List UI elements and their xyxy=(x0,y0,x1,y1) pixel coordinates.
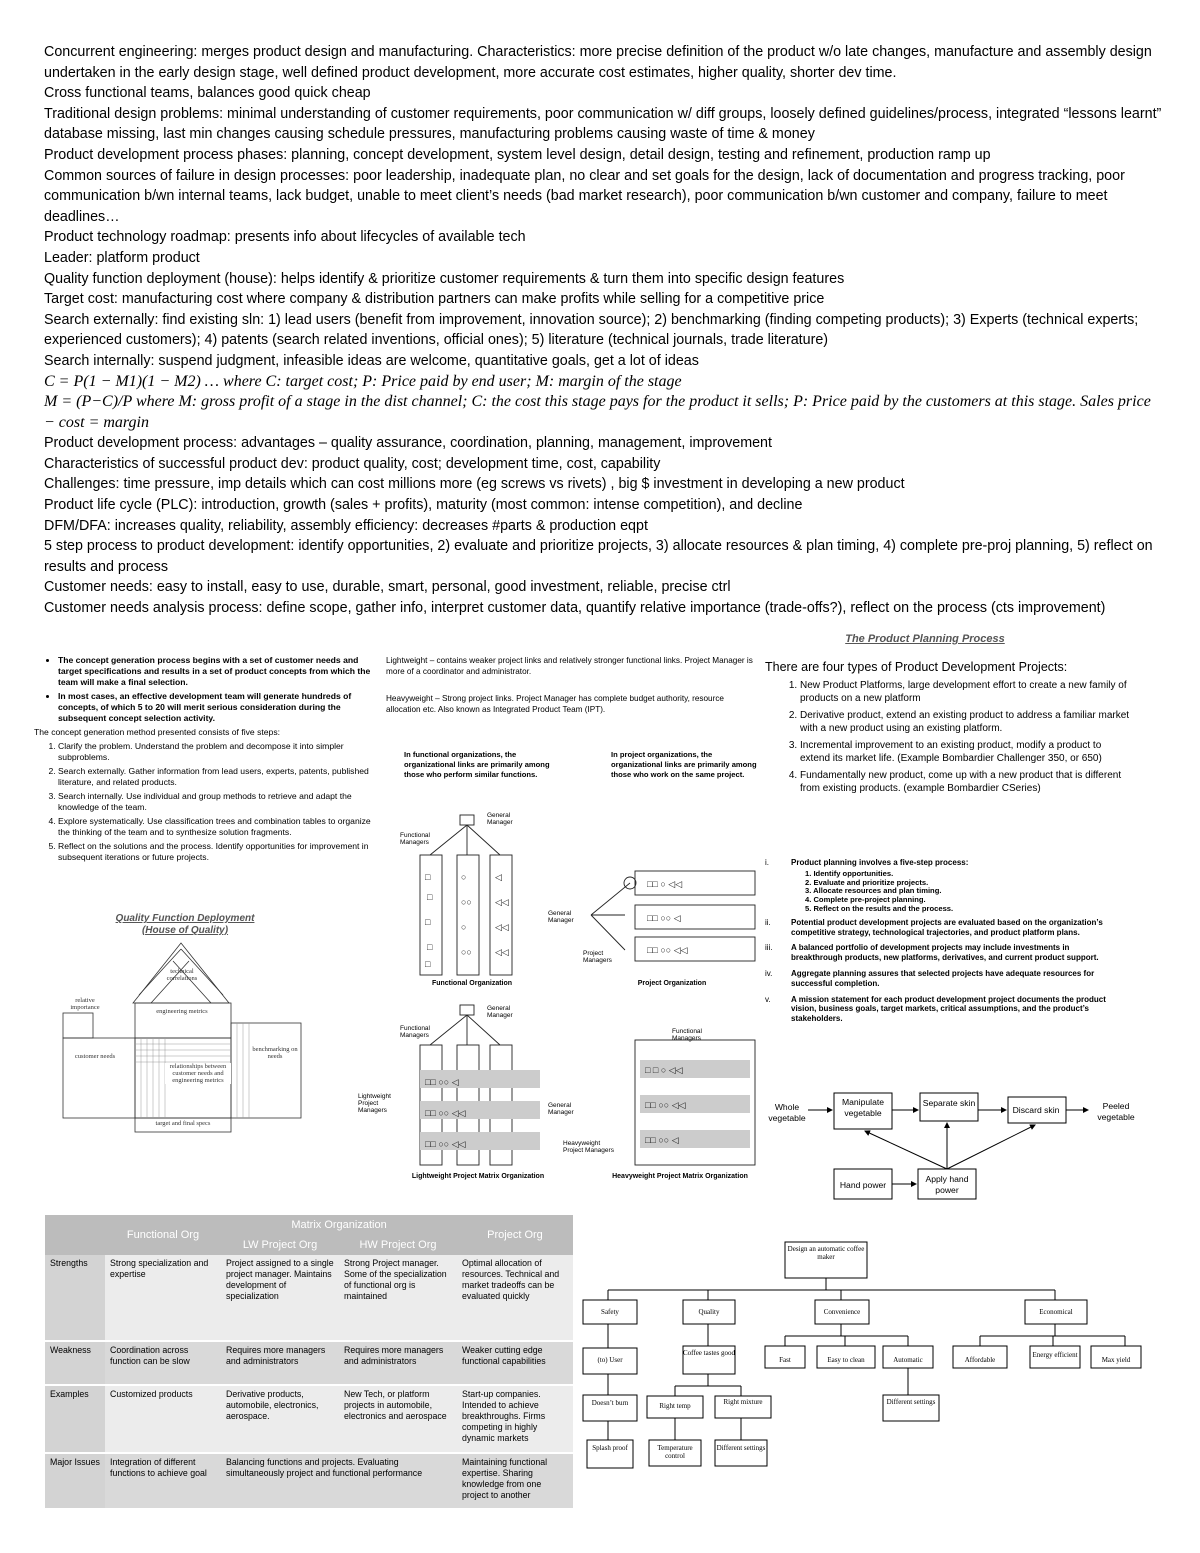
svg-text:◁◁: ◁◁ xyxy=(495,922,509,932)
qfd-title: Quality Function Deployment xyxy=(115,913,255,924)
roman-numeral: i. xyxy=(765,858,769,867)
th-hw: HW Project Org xyxy=(339,1235,457,1255)
gm-label-4: General Manager xyxy=(548,1102,574,1116)
functional-org-note: In functional organizations, the organizational links are primarily among those who perform similar functions. xyxy=(404,750,550,779)
svg-text:□□ ○○ ◁◁: □□ ○○ ◁◁ xyxy=(425,1139,466,1149)
roman-numeral: v. xyxy=(765,994,771,1004)
gm-label: General Manager xyxy=(487,812,513,826)
project-types-list xyxy=(770,680,1130,798)
house-of-quality-diagram xyxy=(55,913,315,1143)
svg-text:□□ ○○ ◁: □□ ○○ ◁ xyxy=(645,1135,679,1145)
heavyweight-desc: Heavyweight – Strong project links. Project Manager has complete budget authority, resource allocation etc. Also known as Integrated Product Team (IPT). xyxy=(386,694,724,714)
tree-root: Design an automatic coffee maker xyxy=(787,1245,865,1261)
target-cost-formula: C = P(1 − M1)(1 − M2) … where C: target cost; P: Price paid by end user; M: margin of the stage xyxy=(44,372,682,390)
qfd-cust-label: customer needs xyxy=(74,1053,116,1060)
hw-org-caption: Heavyweight Project Matrix Organization xyxy=(612,1173,748,1180)
qfd-tech-label: technical correlations xyxy=(166,968,198,982)
concept-step: 4. Explore systematically. Use classification trees and combination tables to organize the thinking of the team and to synthesize solution fragments. xyxy=(58,816,380,838)
tree-quality: Quality xyxy=(698,1308,720,1316)
qfd-target-label: target and final specs xyxy=(155,1120,211,1127)
tree-different-settings: Different settings xyxy=(886,1398,936,1406)
roman-numeral: ii. xyxy=(765,917,771,927)
planning-points xyxy=(765,858,1110,1024)
svg-text:◁◁: ◁◁ xyxy=(495,897,509,907)
five-step-item: 3. Allocate resources and plan timing. xyxy=(805,886,942,896)
project-type-item: 4. Fundamentally new product, come up with a new product that is different from existing products. (example Bombardier CSeries) xyxy=(800,770,1130,795)
th-matrix: Matrix Organization xyxy=(221,1215,457,1235)
svg-text:□: □ xyxy=(425,917,431,927)
org-comparison-table xyxy=(45,1215,573,1510)
svg-text:□: □ xyxy=(427,942,433,952)
table-cell: Start-up companies. Intended to achieve breakthroughs. Firms competing in highly dynamic markets xyxy=(457,1385,573,1453)
row-header: Weakness xyxy=(45,1341,105,1385)
ppp-heading: There are four types of Product Development Projects: xyxy=(765,660,1068,674)
svg-text:□□ ○○ ◁◁: □□ ○○ ◁◁ xyxy=(647,945,688,955)
tree-right-mixture: Right mixture xyxy=(723,1398,763,1406)
svg-text:○○: ○○ xyxy=(461,947,472,957)
table-row xyxy=(45,1341,573,1385)
table-cell: Coordination across function can be slow xyxy=(105,1341,221,1385)
tree-user: (to) User xyxy=(597,1356,623,1364)
note-line: Customer needs analysis process: define scope, gather info, interpret customer data, quantify relative importance (trade-offs?), reflect on the process (cts improvement) xyxy=(44,600,1106,617)
fm-label: Functional Managers xyxy=(400,832,430,846)
concept-step: 3. Search internally. Use individual and group methods to retrieve and adapt the knowledge of the team. xyxy=(58,791,380,813)
svg-text:□ □ ○ ◁◁: □ □ ○ ◁◁ xyxy=(645,1065,683,1075)
note-line: Leader: platform product xyxy=(44,249,200,266)
qfd-relationship-label: relationships between customer needs and engineering metrics xyxy=(165,1063,231,1084)
note-line: Customer needs: easy to install, easy to use, durable, smart, personal, good investment, reliable, precise ctrl xyxy=(44,579,731,596)
svg-text:◁: ◁ xyxy=(495,872,502,882)
svg-text:□□ ○○ ◁◁: □□ ○○ ◁◁ xyxy=(425,1108,466,1118)
project-type-item: 1. New Product Platforms, large development effort to create a new family of products on a new platform xyxy=(800,680,1130,705)
tree-right-temp: Right temp xyxy=(659,1402,691,1410)
tree-affordable: Affordable xyxy=(964,1356,996,1364)
qfd-eng-label: engineering metrics xyxy=(156,1008,208,1015)
note-line: Target cost: manufacturing cost where company & distribution partners can make profits while selling for a competitive price xyxy=(44,291,825,308)
concept-step: 2. Search externally. Gather information from lead users, experts, patents, published literature, and related products. xyxy=(58,766,380,788)
fm-label-2: Functional Managers xyxy=(400,1025,430,1039)
th-project: Project Org xyxy=(457,1215,573,1255)
flow-peeled: Peeled vegetable xyxy=(1097,1101,1135,1122)
flow-manipulate: Manipulate vegetable xyxy=(841,1097,885,1118)
svg-text:○○: ○○ xyxy=(461,897,472,907)
qfd-rel-label: relative importance xyxy=(70,997,100,1011)
tree-coffee: Coffee tastes good xyxy=(683,1349,735,1357)
note-line: Concurrent engineering: merges product design and manufacturing. Characteristics: more precise definition of the product w/o late changes, manufacture and assembly design undertaken in the early design stage, well defined product development, more accurate cost estimates, higher quality, shorter dev time. xyxy=(44,44,1152,81)
flow-separate: Separate skin xyxy=(922,1098,976,1108)
note-line: Traditional design problems: minimal understanding of customer requirements, poor communication w/ diff groups, loosely defined guidelines/process, integrated “lessons learnt” database missing, last min changes causing schedule pressures, manufacturing problems causing waste of time & money xyxy=(44,105,1162,143)
tree-convenience: Convenience xyxy=(823,1308,861,1316)
tree-fast: Fast xyxy=(779,1356,791,1364)
planning-point: Potential product development projects are evaluated based on the organization’s competitive strategy, technological trajectories, and product platform plans. xyxy=(791,917,1103,937)
note-line: Search internally: suspend judgment, infeasible ideas are welcome, quantitative goals, get a lot of ideas xyxy=(44,352,699,369)
svg-text:□: □ xyxy=(425,872,431,882)
hwpm-label: Heavyweight Project Managers xyxy=(563,1140,614,1154)
svg-text:□□ ○○ ◁: □□ ○○ ◁ xyxy=(647,913,681,923)
table-corner xyxy=(45,1215,105,1255)
note-line: Search externally: find existing sln: 1) lead users (benefit from improvement, innovation source); 2) benchmarking (finding competing products); 3) Experts (technical experts; experienced customers); 4) patents (search related inventions, official ones); 5) literature (technical journals, trade literature) xyxy=(44,311,1139,349)
gm-label-2: General Manager xyxy=(548,910,574,924)
table-cell: New Tech, or platform projects in automobile, electronics and aerospace xyxy=(339,1385,457,1453)
tree-temp-control: Temperature control xyxy=(657,1444,693,1460)
row-header: Major Issues xyxy=(45,1453,105,1509)
note-line: Product development process: advantages – quality assurance, coordination, planning, management, improvement xyxy=(44,435,772,452)
planning-point: A balanced portfolio of development projects may include investments in breakthrough products, new platforms, derivatives, and current product support. xyxy=(791,943,1099,963)
table-cell: Strong specialization and expertise xyxy=(105,1255,221,1341)
tree-energy: Energy efficient xyxy=(1032,1351,1078,1359)
notes-section xyxy=(44,42,1164,619)
five-step-item: 4. Complete pre-project planning. xyxy=(805,895,926,905)
note-line: Product technology roadmap: presents info about lifecycles of available tech xyxy=(44,229,526,246)
tree-economical: Economical xyxy=(1039,1308,1073,1316)
roman-numeral: iv. xyxy=(765,968,773,978)
flow-whole-vegetable: Whole vegetable xyxy=(768,1102,806,1123)
project-type-item: 2. Derivative product, extend an existing product to address a familiar market with a new product using an existing platform. xyxy=(800,710,1130,735)
table-row xyxy=(45,1255,573,1341)
table-cell: Requires more managers and administrators xyxy=(339,1341,457,1385)
flow-discard: Discard skin xyxy=(1012,1105,1060,1115)
org-types-text xyxy=(386,655,756,715)
table-cell: Derivative products, automobile, electronics, aerospace. xyxy=(221,1385,339,1453)
tree-splash: Splash proof xyxy=(592,1444,628,1452)
table-cell: Weaker cutting edge functional capabilities xyxy=(457,1341,573,1385)
table-cell: Integration of different functions to achieve goal xyxy=(105,1453,221,1509)
table-cell: Balancing functions and projects. Evaluating simultaneously project and functional performance xyxy=(221,1453,457,1509)
roman-numeral: iii. xyxy=(765,943,773,953)
table-cell: Customized products xyxy=(105,1385,221,1453)
qfd-bench-label: benchmarking on needs xyxy=(250,1046,300,1060)
functional-org-caption: Functional Organization xyxy=(431,980,513,987)
tree-different-settings-2: Different settings xyxy=(716,1444,766,1452)
svg-text:□: □ xyxy=(427,892,433,902)
row-header: Examples xyxy=(45,1385,105,1453)
pm-label: Project Managers xyxy=(583,950,612,964)
five-step-item: 1. Identify opportunities. xyxy=(805,868,894,878)
concept-bullet: • In most cases, an effective development team will generate hundreds of concepts, of which 5 to 20 will merit serious consideration during the subsequent concept selection activity. xyxy=(58,691,380,724)
ppp-title: The Product Planning Process xyxy=(845,633,1005,645)
table-cell: Maintaining functional expertise. Sharing knowledge from one project to another xyxy=(457,1453,573,1509)
th-lw: LW Project Org xyxy=(221,1235,339,1255)
flow-apply-hand-power: Apply hand power xyxy=(925,1174,969,1195)
note-line: Characteristics of successful product dev: product quality, cost; development time, cost, capability xyxy=(44,455,661,472)
svg-text:○: ○ xyxy=(461,872,467,882)
row-header: Strengths xyxy=(45,1255,105,1341)
table-cell: Optimal allocation of resources. Technical and market tradeoffs can be evaluated quickly xyxy=(457,1255,573,1341)
table-row xyxy=(45,1453,573,1509)
note-line: Product life cycle (PLC): introduction, growth (sales + profits), maturity (most common: intense competition), and decline xyxy=(44,497,803,514)
th-functional: Functional Org xyxy=(105,1215,221,1255)
tree-burn: Doesn’t burn xyxy=(591,1399,629,1407)
svg-text:◁◁: ◁◁ xyxy=(495,947,509,957)
note-line: DFM/DFA: increases quality, reliability, assembly efficiency: decreases #parts & production eqpt xyxy=(44,517,648,534)
five-step-list xyxy=(765,870,1110,914)
project-type-item: 3. Incremental improvement to an existing product, modify a product to extend its market life. (Example Bombardier Challenger 350, or 650) xyxy=(800,740,1130,765)
gm-label-3: General Manager xyxy=(487,1005,513,1019)
note-line: Challenges: time pressure, imp details which can cost millions more (eg screws vs rivets) , big $ investment in developing a new product xyxy=(44,476,905,493)
tree-max-yield: Max yield xyxy=(1101,1356,1131,1364)
lightweight-desc: Lightweight – contains weaker project links and relatively stronger functional links. Project Manager is more of a coordinator and administrator. xyxy=(386,656,753,676)
project-org-caption: Project Organization xyxy=(637,980,707,987)
note-line: Quality function deployment (house): helps identify & prioritize customer requirements & turn them into specific design features xyxy=(44,270,845,287)
tree-safety: Safety xyxy=(601,1308,619,1316)
planning-point: Product planning involves a five-step process: xyxy=(791,858,969,867)
svg-text:□□ ○ ◁◁: □□ ○ ◁◁ xyxy=(647,879,683,889)
concept-bullet: • The concept generation process begins with a set of customer needs and target specifications and results in a set of product concepts from which the team will make a final selection. xyxy=(58,655,380,688)
planning-point: A mission statement for each product development project documents the product vision, business goals, target markets, critical assumptions, and the product’s stakeholders. xyxy=(791,994,1106,1024)
table-cell: Project assigned to a single project manager. Maintains development of specialization xyxy=(221,1255,339,1341)
svg-text:□□ ○○ ◁: □□ ○○ ◁ xyxy=(425,1077,459,1087)
org-structure-diagrams xyxy=(385,805,770,1195)
note-line: 5 step process to product development: identify opportunities, 2) evaluate and prioritize projects, 3) allocate resources & plan timing, 4) complete pre-proj planning, 5) reflect on results and process xyxy=(44,538,1153,575)
five-step-item: 2. Evaluate and prioritize projects. xyxy=(805,877,929,887)
lwpm-label: Lightweight Project Managers xyxy=(358,1093,391,1114)
table-row xyxy=(45,1385,573,1453)
note-line: Cross functional teams, balances good quick cheap xyxy=(44,85,371,102)
qfd-subtitle: (House of Quality) xyxy=(141,925,229,936)
concept-step: 5. Reflect on the solutions and the process. Identify opportunities for improvement in subsequent iterations or future projects. xyxy=(58,841,380,863)
svg-text:□□ ○○ ◁◁: □□ ○○ ◁◁ xyxy=(645,1100,686,1110)
five-step-item: 5. Reflect on the results and the process. xyxy=(805,903,954,913)
table-cell: Strong Project manager. Some of the specialization of functional org is maintained xyxy=(339,1255,457,1341)
concept-step: 1. Clarify the problem. Understand the problem and decompose it into simpler subproblems. xyxy=(58,741,380,763)
planning-point: Aggregate planning assures that selected projects have adequate resources for successful completion. xyxy=(791,968,1095,988)
house-of-quality-figure xyxy=(55,913,315,1143)
note-line: Product development process phases: planning, concept development, system level design, detail design, testing and refinement, production ramp up xyxy=(44,146,991,163)
tree-easy: Easy to clean xyxy=(827,1356,865,1364)
margin-formula: M = (P−C)/P where M: gross profit of a stage in the dist channel; C: the cost this stage pays for the product it sells; P: Price paid by the customers at this stage. Sales price − cost = margin xyxy=(44,393,1151,431)
svg-text:□: □ xyxy=(425,959,431,969)
table-cell: Requires more managers and administrators xyxy=(221,1341,339,1385)
svg-text:○: ○ xyxy=(461,922,467,932)
tree-automatic: Automatic xyxy=(893,1356,923,1364)
concept-generation-section xyxy=(30,655,380,866)
lw-org-caption: Lightweight Project Matrix Organization xyxy=(411,1173,545,1180)
flow-hand-power: Hand power xyxy=(839,1180,887,1190)
project-org-note: In project organizations, the organizational links are primarily among those who work on the same project. xyxy=(611,750,757,779)
fm-label-3: Functional Managers xyxy=(672,1028,702,1042)
note-line: Common sources of failure in design processes: poor leadership, inadequate plan, no clear and set goals for the design, lack of documentation and progress tracking, poor communication b/wn internal teams, lack budget, unable to meet client’s needs (bad market research), poor communication b/wn customer and company, failure to meet deadlines… xyxy=(44,167,1125,225)
concept-intro: The concept generation method presented consists of five steps: xyxy=(34,727,281,737)
